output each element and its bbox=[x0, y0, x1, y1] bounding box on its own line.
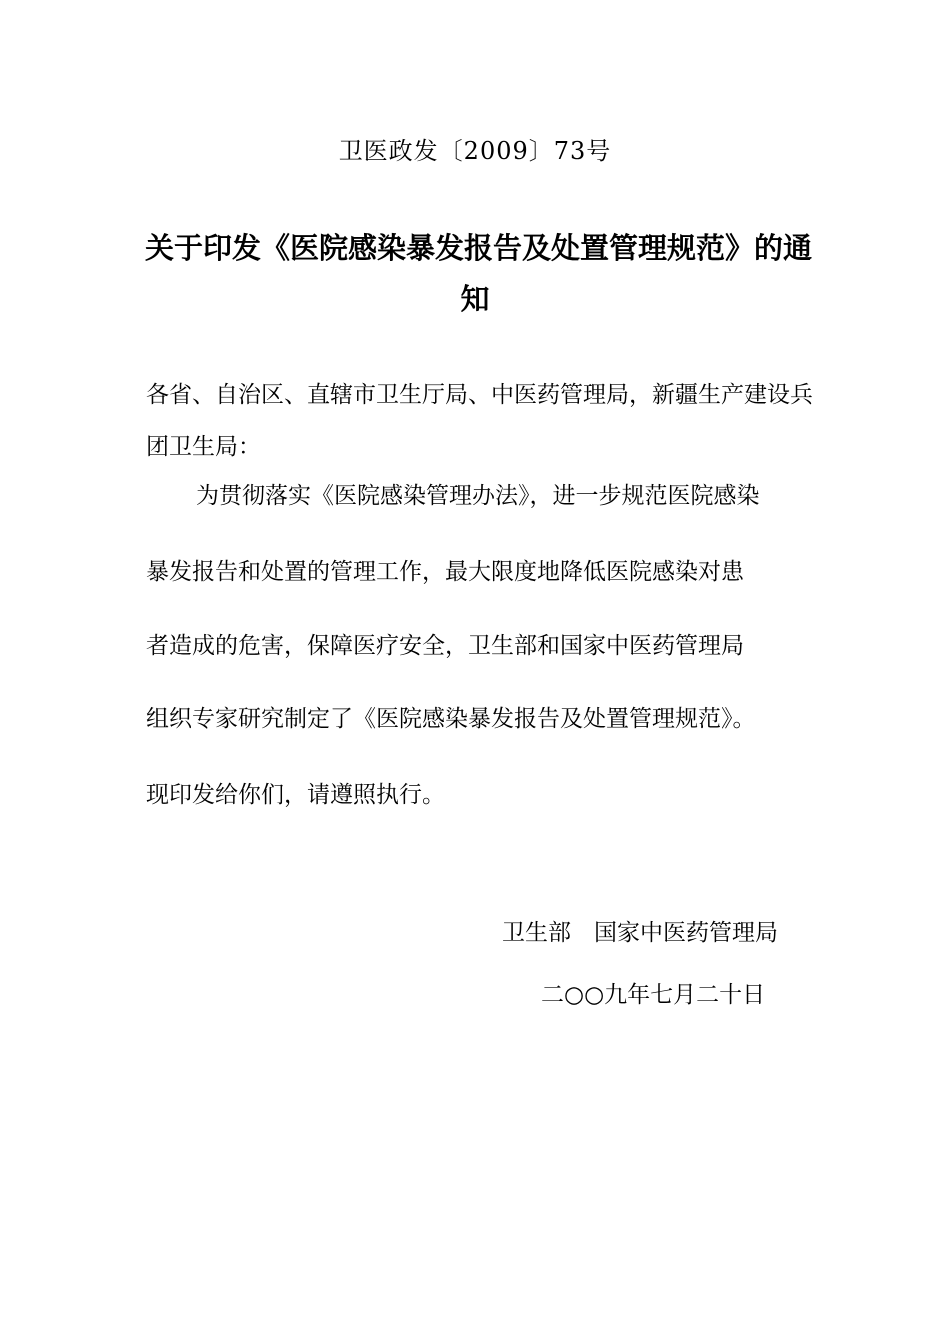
body-line-1: 为贯彻落实《医院感染管理办法》，进一步规范医院感染 bbox=[196, 483, 760, 509]
document-title-line-2: 知 bbox=[460, 282, 490, 316]
addressee-line-1: 各省、自治区、直辖市卫生厅局、中医药管理局，新疆生产建设兵 bbox=[146, 382, 813, 408]
body-line-4: 组织专家研究制定了《医院感染暴发报告及处置管理规范》。 bbox=[146, 706, 756, 732]
body-line-3: 者造成的危害，保障医疗安全，卫生部和国家中医药管理局 bbox=[146, 633, 744, 659]
issuer-signature: 卫生部 国家中医药管理局 bbox=[502, 920, 778, 946]
body-line-5: 现印发给你们，请遵照执行。 bbox=[146, 782, 445, 808]
issue-date: 二○○九年七月二十日 bbox=[541, 982, 766, 1008]
document-title-line-1: 关于印发《医院感染暴发报告及处置管理规范》的通 bbox=[145, 231, 813, 265]
addressee-line-2: 团卫生局： bbox=[146, 434, 261, 460]
document-number: 卫医政发〔2009〕73号 bbox=[338, 137, 612, 165]
body-line-2: 暴发报告和处置的管理工作，最大限度地降低医院感染对患 bbox=[146, 559, 744, 585]
